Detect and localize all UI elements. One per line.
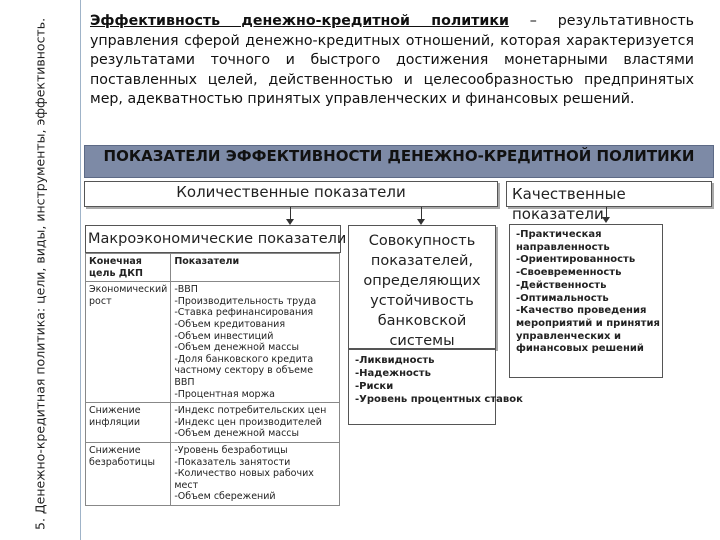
sidebar [0, 0, 80, 540]
definition-paragraph [90, 12, 694, 110]
table-header: Конечная цель ДКП [86, 254, 171, 282]
slide-number: 5. [32, 518, 48, 530]
table-cell-goal: Снижение инфляции [86, 403, 171, 443]
banner-title: ПОКАЗАТЕЛИ ЭФФЕКТИВНОСТИ ДЕНЕЖНО-КРЕДИТНОЙ ПОЛИТИКИ [103, 147, 695, 165]
stability-title: Совокупность показателей, определяющих устойчивость банковской системы [363, 233, 481, 349]
quantitative-label: Количественные показатели [176, 183, 406, 201]
table-header-row [86, 254, 340, 282]
table-header: Показатели [171, 254, 340, 282]
table-cell-goal: Экономический рост [86, 282, 171, 403]
definition-term: Эффективность денежно-кредитной политики [90, 13, 509, 29]
table-cell-indicators: -Уровень безработицы -Показатель занятости -Количество новых рабочих мест -Объем сбережений [171, 442, 340, 505]
sidebar-text: Денежно-кредитная политика: цели, виды, инструменты, эффективность. [32, 17, 48, 515]
arrow-qualitative [602, 217, 610, 223]
sidebar-divider [80, 0, 81, 540]
sidebar-title [32, 10, 49, 530]
table-cell-indicators: -Индекс потребительских цен -Индекс цен производителей -Объем денежной массы [171, 403, 340, 443]
macro-table [85, 253, 340, 506]
macro-title: Макроэкономические показатели [88, 231, 347, 247]
table-row [86, 442, 340, 505]
qualitative-list: -Практическая направленность -Ориентированность -Своевременность -Действенность -Оптимальность -Качество проведения мероприятий и принятия управленческих и финансовых решений [516, 229, 660, 355]
table-cell-indicators: -ВВП -Производительность труда -Ставка рефинансирования -Объем кредитования -Объем инвестиций -Объем денежной массы -Доля банковского кредита частному сектору в объеме ВВП -Процентная моржа [171, 282, 340, 403]
table-row [86, 403, 340, 443]
table-row [86, 282, 340, 403]
qualitative-label: Качественные показатели [512, 185, 626, 223]
table-cell-goal: Снижение безработицы [86, 442, 171, 505]
definition-text: – результативность управления сферой денежно-кредитных отношений, которая характеризуется результатами точного и быстрого достижения монетарными властями поставленных целей, действенностью и целесообразностью предпринятых мер, адекватностью принятых управленческих и финансовых решений. [90, 13, 694, 107]
stability-list: -Ликвидность -Надежность -Риски -Уровень процентных ставок [355, 355, 523, 405]
